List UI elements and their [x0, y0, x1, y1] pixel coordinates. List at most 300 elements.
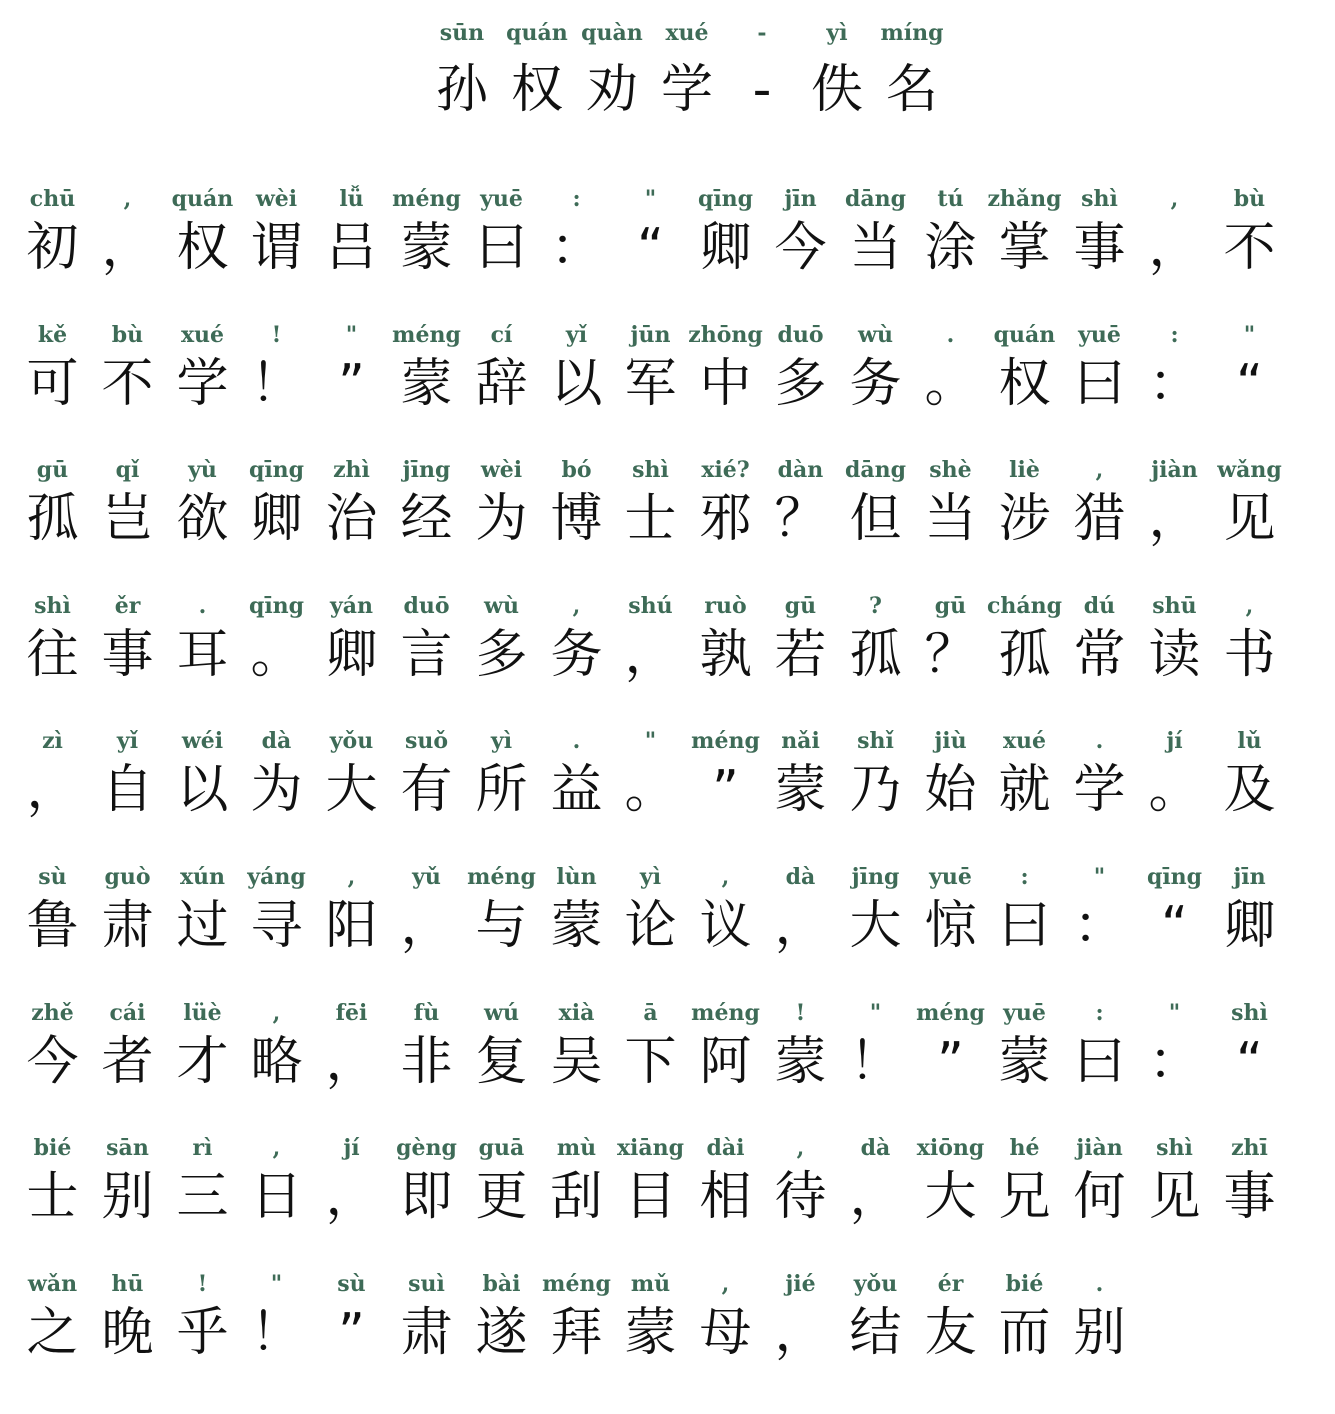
hanzi: ， — [774, 896, 827, 956]
hanzi: 乃 — [849, 760, 902, 820]
hanzi: 不 — [101, 354, 154, 414]
char-cell — [389, 1002, 464, 1137]
pinyin: wù — [858, 322, 893, 348]
char-cell — [688, 188, 763, 323]
char-cell — [239, 1273, 314, 1408]
char-cell — [763, 1002, 838, 1137]
char-cell — [1062, 866, 1137, 1001]
pinyin: méng — [691, 1000, 760, 1026]
hanzi: 拜 — [550, 1303, 603, 1363]
char-cell — [1137, 459, 1212, 594]
char-cell — [239, 459, 314, 594]
pinyin: shì — [632, 457, 669, 483]
hanzi: 不 — [1223, 218, 1276, 278]
pinyin: suì — [408, 1271, 445, 1297]
char-cell — [464, 866, 539, 1001]
hanzi: 有 — [400, 760, 453, 820]
text-line — [15, 1137, 1325, 1272]
hanzi: “ — [1161, 896, 1188, 956]
pinyin: jí — [1166, 728, 1183, 754]
pinyin: " — [644, 186, 657, 212]
pinyin: jīng — [851, 864, 900, 890]
pinyin: jié — [785, 1271, 816, 1297]
char-cell — [913, 866, 988, 1001]
pinyin: méng — [542, 1271, 611, 1297]
pinyin: yǒu — [329, 728, 374, 754]
char-cell — [314, 595, 389, 730]
hanzi: 经 — [400, 489, 453, 549]
hanzi: 孤 — [26, 489, 79, 549]
char-cell — [1062, 1137, 1137, 1272]
char-cell — [763, 459, 838, 594]
hanzi: 别 — [1073, 1303, 1126, 1363]
pinyin: jiù — [934, 728, 967, 754]
pinyin: . — [946, 322, 955, 348]
pinyin: hū — [111, 1271, 144, 1297]
hanzi: “ — [637, 218, 664, 278]
pinyin: , — [347, 864, 356, 890]
hanzi: ！ — [849, 1032, 902, 1092]
pinyin: zì — [42, 728, 63, 754]
pinyin: méng — [916, 1000, 985, 1026]
char-cell — [15, 459, 90, 594]
pinyin: wèi — [480, 457, 523, 483]
hanzi: 蒙 — [998, 1032, 1051, 1092]
hanzi: 可 — [26, 354, 79, 414]
pinyin: shì — [1081, 186, 1118, 212]
char-cell — [1137, 188, 1212, 323]
text-line — [15, 730, 1325, 865]
title-hanzi: 劝 — [585, 60, 638, 120]
char-cell — [1137, 595, 1212, 730]
pinyin: méng — [691, 728, 760, 754]
pinyin: duō — [403, 593, 450, 619]
pinyin: , — [572, 593, 581, 619]
char-cell — [464, 459, 539, 594]
char-cell — [688, 1273, 763, 1408]
char-cell — [1062, 1002, 1137, 1137]
pinyin: ! — [795, 1000, 806, 1026]
text-line — [15, 459, 1325, 594]
char-cell — [239, 324, 314, 459]
char-cell — [90, 1002, 165, 1137]
char-cell — [1212, 188, 1287, 323]
pinyin: xià — [558, 1000, 595, 1026]
char-cell — [389, 1137, 464, 1272]
char-cell — [314, 459, 389, 594]
char-cell — [539, 188, 614, 323]
char-cell — [90, 324, 165, 459]
hanzi: 当 — [849, 218, 902, 278]
pinyin: cái — [109, 1000, 146, 1026]
char-cell — [15, 324, 90, 459]
pinyin: yù — [188, 457, 217, 483]
hanzi: 曰 — [475, 218, 528, 278]
char-cell — [464, 595, 539, 730]
hanzi: 自 — [101, 760, 154, 820]
char-cell — [913, 595, 988, 730]
pinyin: " — [270, 1271, 283, 1297]
char-cell — [688, 1002, 763, 1137]
char-cell — [1062, 459, 1137, 594]
pinyin: yuē — [1078, 322, 1121, 348]
pinyin: " — [1093, 864, 1106, 890]
hanzi: 友 — [924, 1303, 977, 1363]
pinyin: rì — [192, 1135, 213, 1161]
pinyin: cí — [490, 322, 513, 348]
pinyin: , — [272, 1000, 281, 1026]
hanzi: 学 — [1073, 760, 1126, 820]
hanzi: 为 — [475, 489, 528, 549]
char-cell — [1062, 324, 1137, 459]
char-cell — [539, 595, 614, 730]
pinyin: dàn — [777, 457, 824, 483]
char-cell — [539, 459, 614, 594]
char-cell — [539, 324, 614, 459]
char-cell — [1212, 730, 1287, 865]
char-cell — [913, 1002, 988, 1137]
char-cell — [165, 866, 240, 1001]
char-cell — [763, 324, 838, 459]
hanzi: 大 — [325, 760, 378, 820]
pinyin: dāng — [844, 186, 906, 212]
pinyin: yì — [490, 728, 513, 754]
char-cell — [1137, 1137, 1212, 1272]
char-cell — [1137, 324, 1212, 459]
pinyin: , — [1245, 593, 1254, 619]
char-cell — [539, 1137, 614, 1272]
char-cell — [1137, 866, 1212, 1001]
hanzi: 。 — [250, 625, 303, 685]
hanzi: 相 — [699, 1167, 752, 1227]
pinyin: xué — [1002, 728, 1047, 754]
pinyin: duō — [777, 322, 824, 348]
hanzi: 下 — [624, 1032, 677, 1092]
hanzi: ” — [712, 760, 739, 820]
hanzi: 士 — [26, 1167, 79, 1227]
hanzi: 见 — [1223, 489, 1276, 549]
pinyin: ! — [197, 1271, 208, 1297]
hanzi: 涉 — [998, 489, 1051, 549]
text-line — [15, 866, 1325, 1001]
pinyin: wǎn — [27, 1271, 78, 1297]
pinyin: jūn — [630, 322, 671, 348]
pinyin: xiāng — [616, 1135, 685, 1161]
pinyin: jí — [343, 1135, 360, 1161]
hanzi: 为 — [250, 760, 303, 820]
char-cell — [613, 188, 688, 323]
pinyin: xué — [180, 322, 225, 348]
char-cell — [90, 730, 165, 865]
char-cell — [838, 730, 913, 865]
char-cell — [688, 324, 763, 459]
char-cell — [688, 595, 763, 730]
hanzi: 三 — [176, 1167, 229, 1227]
char-cell — [15, 730, 90, 865]
pinyin: yuē — [1003, 1000, 1046, 1026]
hanzi: 往 — [26, 625, 79, 685]
char-cell — [987, 866, 1062, 1001]
pinyin: wǎng — [1217, 457, 1282, 483]
char-cell — [539, 866, 614, 1001]
pinyin: zhě — [31, 1000, 74, 1026]
char-cell — [314, 324, 389, 459]
hanzi: 事 — [101, 625, 154, 685]
char-cell — [987, 1273, 1062, 1408]
char-cell — [838, 459, 913, 594]
pinyin: lǚ — [339, 186, 364, 212]
pinyin: " — [1243, 322, 1256, 348]
title-pinyin: quàn — [581, 20, 643, 46]
hanzi: “ — [1236, 1032, 1263, 1092]
char-cell — [1062, 595, 1137, 730]
hanzi: 权 — [998, 354, 1051, 414]
char-cell — [239, 188, 314, 323]
hanzi: 曰 — [1073, 354, 1126, 414]
char-cell — [613, 324, 688, 459]
hanzi: ， — [101, 218, 154, 278]
pinyin: jīn — [1233, 864, 1266, 890]
pinyin: bài — [482, 1271, 521, 1297]
char-cell — [763, 595, 838, 730]
hanzi: 猎 — [1073, 489, 1126, 549]
pinyin: ěr — [114, 593, 141, 619]
title-pinyin: yì — [826, 20, 848, 46]
char-cell — [15, 188, 90, 323]
pinyin: jiàn — [1151, 457, 1198, 483]
pinyin: gèng — [396, 1135, 457, 1161]
hanzi: ， — [1148, 489, 1201, 549]
hanzi: 目 — [624, 1167, 677, 1227]
hanzi: 岂 — [101, 489, 154, 549]
hanzi: 卿 — [699, 218, 752, 278]
hanzi: 以 — [550, 354, 603, 414]
hanzi: 言 — [400, 625, 453, 685]
hanzi: 涂 — [924, 218, 977, 278]
pinyin: , — [1095, 457, 1104, 483]
hanzi: 常 — [1073, 625, 1126, 685]
pinyin: ā — [643, 1000, 658, 1026]
hanzi: ， — [624, 625, 677, 685]
pinyin: fēi — [335, 1000, 368, 1026]
char-cell — [688, 1137, 763, 1272]
pinyin: gū — [934, 593, 967, 619]
char-cell — [15, 1273, 90, 1408]
hanzi: 蒙 — [400, 218, 453, 278]
hanzi: 今 — [774, 218, 827, 278]
hanzi: 蒙 — [774, 1032, 827, 1092]
char-cell — [15, 595, 90, 730]
char-cell — [987, 459, 1062, 594]
hanzi: 日 — [250, 1167, 303, 1227]
hanzi: ， — [400, 896, 453, 956]
hanzi: ” — [937, 1032, 964, 1092]
pinyin: yǔ — [412, 864, 441, 890]
pinyin: méng — [467, 864, 536, 890]
hanzi: 略 — [250, 1032, 303, 1092]
pinyin: qīng — [248, 593, 305, 619]
hanzi: 吕 — [325, 218, 378, 278]
pinyin: yǒu — [853, 1271, 898, 1297]
pinyin: yuē — [480, 186, 523, 212]
hanzi: ” — [338, 354, 365, 414]
hanzi: ？ — [924, 625, 977, 685]
char-cell — [1212, 459, 1287, 594]
pinyin: méng — [392, 186, 461, 212]
hanzi: 寻 — [250, 896, 303, 956]
pinyin: mǔ — [630, 1271, 671, 1297]
char-cell — [913, 730, 988, 865]
char-cell — [763, 188, 838, 323]
hanzi: 孤 — [998, 625, 1051, 685]
char-cell — [239, 866, 314, 1001]
pinyin: nǎi — [781, 728, 820, 754]
pinyin: dāng — [844, 457, 906, 483]
hanzi: 之 — [26, 1303, 79, 1363]
hanzi: 才 — [176, 1032, 229, 1092]
char-cell — [239, 595, 314, 730]
hanzi: 多 — [774, 354, 827, 414]
hanzi: 若 — [774, 625, 827, 685]
pinyin: , — [721, 1271, 730, 1297]
char-cell — [987, 730, 1062, 865]
char-cell — [1137, 1002, 1212, 1137]
char-cell — [165, 1002, 240, 1137]
hanzi: 初 — [26, 218, 79, 278]
pinyin: shì — [34, 593, 71, 619]
hanzi: 曰 — [1073, 1032, 1126, 1092]
pinyin: ? — [869, 593, 882, 619]
hanzi: ： — [1073, 896, 1126, 956]
hanzi: 权 — [176, 218, 229, 278]
char-cell — [314, 1137, 389, 1272]
char-cell — [987, 1002, 1062, 1137]
char-cell — [389, 730, 464, 865]
pinyin: kě — [37, 322, 68, 348]
pinyin: : — [1170, 322, 1179, 348]
char-cell — [464, 1137, 539, 1272]
char-cell — [165, 1273, 240, 1408]
char-cell — [838, 1002, 913, 1137]
hanzi: ？ — [774, 489, 827, 549]
hanzi: 何 — [1073, 1167, 1126, 1227]
hanzi: 博 — [550, 489, 603, 549]
hanzi: 始 — [924, 760, 977, 820]
hanzi: ” — [338, 1303, 365, 1363]
pinyin: dú — [1083, 593, 1116, 619]
char-cell — [913, 1137, 988, 1272]
char-cell — [838, 188, 913, 323]
pinyin: , — [796, 1135, 805, 1161]
char-cell — [838, 324, 913, 459]
char-cell — [464, 730, 539, 865]
pinyin: wéi — [181, 728, 224, 754]
hanzi: 与 — [475, 896, 528, 956]
pinyin: cháng — [986, 593, 1063, 619]
hanzi: 就 — [998, 760, 1051, 820]
char-cell — [239, 1002, 314, 1137]
pinyin: . — [1095, 728, 1104, 754]
pinyin: : — [1020, 864, 1029, 890]
hanzi: 辞 — [475, 354, 528, 414]
pinyin: . — [572, 728, 581, 754]
pinyin: bù — [111, 322, 144, 348]
char-cell — [763, 730, 838, 865]
char-cell — [464, 188, 539, 323]
char-cell — [1212, 866, 1287, 1001]
pinyin: , — [123, 186, 132, 212]
hanzi: ， — [774, 1303, 827, 1363]
pinyin: . — [1095, 1271, 1104, 1297]
char-cell — [239, 730, 314, 865]
pinyin: qīng — [697, 186, 754, 212]
hanzi: 欲 — [176, 489, 229, 549]
hanzi: 刮 — [550, 1167, 603, 1227]
hanzi: ， — [26, 760, 79, 820]
text-line — [15, 324, 1325, 459]
pinyin: yán — [329, 593, 374, 619]
char-cell — [389, 324, 464, 459]
pinyin: lùn — [556, 864, 597, 890]
hanzi: 即 — [400, 1167, 453, 1227]
hanzi: 掌 — [998, 218, 1051, 278]
pinyin: xié? — [701, 457, 750, 483]
char-cell — [539, 730, 614, 865]
pinyin: hé — [1009, 1135, 1040, 1161]
pinyin: : — [1095, 1000, 1104, 1026]
hanzi: 读 — [1148, 625, 1201, 685]
char-cell — [389, 595, 464, 730]
char-cell — [90, 188, 165, 323]
hanzi: 以 — [176, 760, 229, 820]
char-cell — [688, 730, 763, 865]
char-cell — [90, 866, 165, 1001]
pinyin: . — [198, 593, 207, 619]
char-cell — [165, 595, 240, 730]
hanzi: ， — [325, 1032, 378, 1092]
pinyin: jīng — [402, 457, 451, 483]
hanzi: 所 — [475, 760, 528, 820]
char-cell — [838, 1273, 913, 1408]
char-cell — [688, 866, 763, 1001]
pinyin: : — [572, 186, 581, 212]
char-cell — [165, 324, 240, 459]
title-hanzi: - — [752, 60, 772, 120]
pinyin: tú — [937, 186, 964, 212]
char-cell — [1212, 595, 1287, 730]
pinyin: méng — [392, 322, 461, 348]
char-cell — [987, 324, 1062, 459]
hanzi: 务 — [849, 354, 902, 414]
pinyin: jīn — [784, 186, 817, 212]
char-cell — [1137, 730, 1212, 865]
pinyin: dà — [860, 1135, 891, 1161]
hanzi: 。 — [1148, 760, 1201, 820]
hanzi: 阳 — [325, 896, 378, 956]
pinyin: shì — [1156, 1135, 1193, 1161]
pinyin: liè — [1009, 457, 1040, 483]
pinyin: qǐ — [115, 457, 140, 483]
pinyin: xiōng — [916, 1135, 985, 1161]
char-cell — [1062, 188, 1137, 323]
char-cell — [987, 1137, 1062, 1272]
hanzi: ， — [325, 1167, 378, 1227]
hanzi: 。 — [624, 760, 677, 820]
pinyin: dà — [261, 728, 292, 754]
hanzi: ： — [1148, 354, 1201, 414]
hanzi: 晚 — [101, 1303, 154, 1363]
char-cell — [314, 866, 389, 1001]
